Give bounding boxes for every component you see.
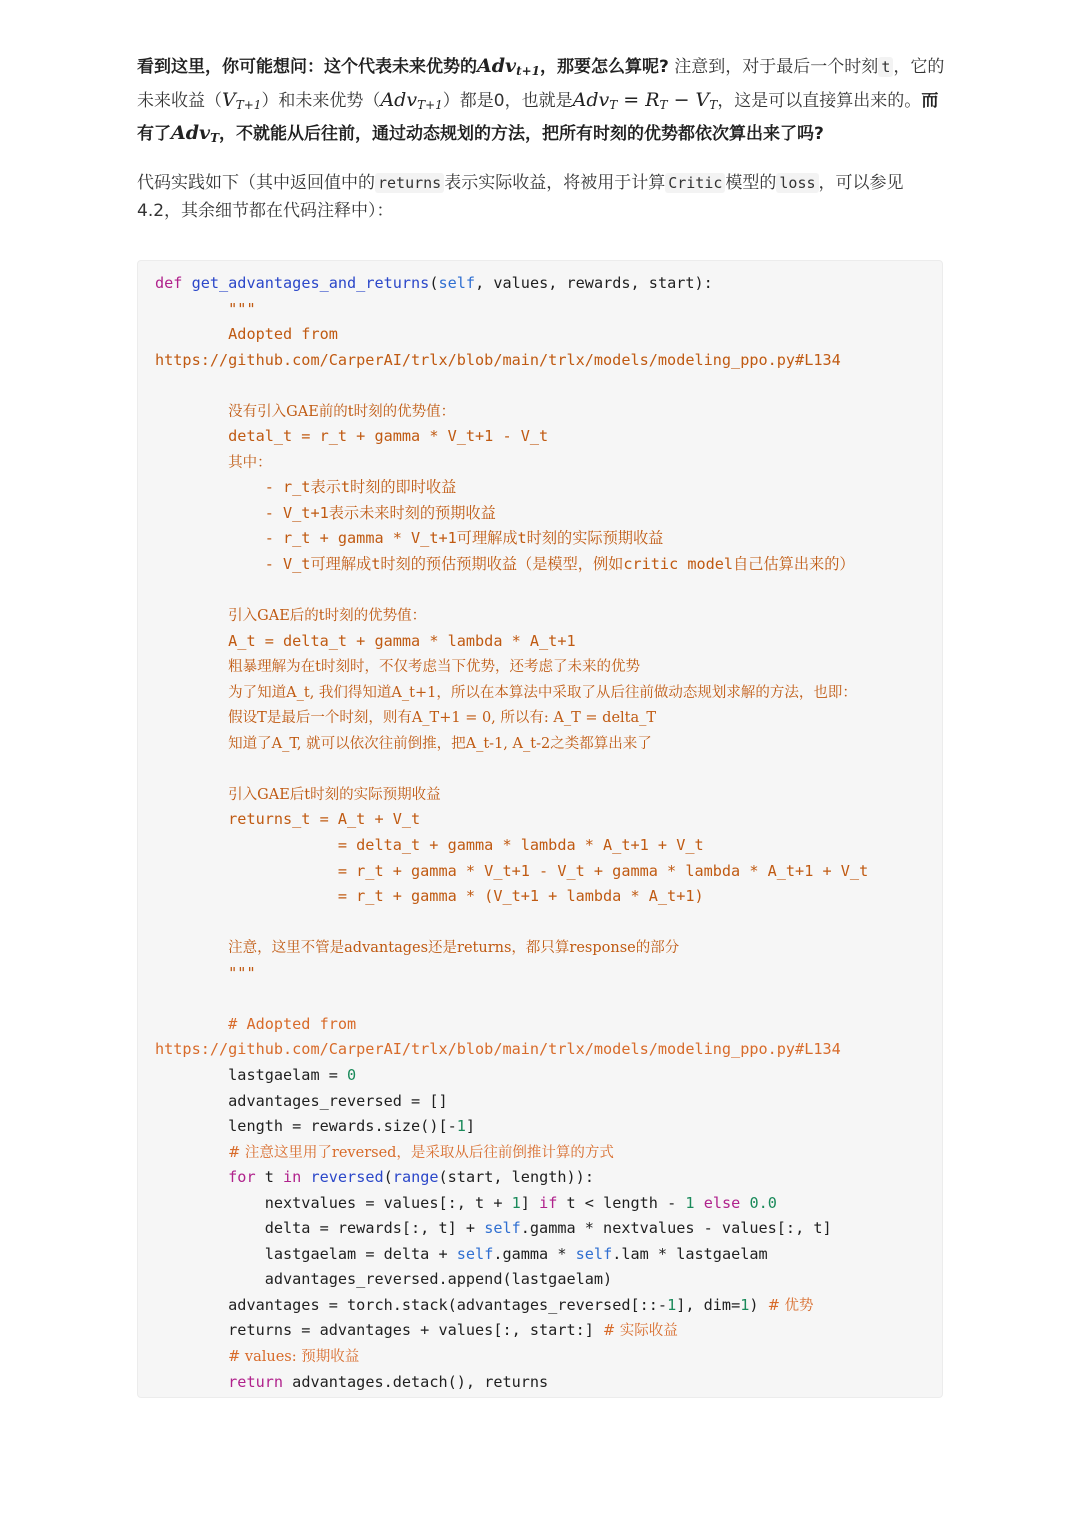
code-line: = delta_t + gamma * lambda * A_t+1 + V_t [337, 836, 704, 855]
math-adv-T: Adv$_T$ [171, 122, 220, 145]
code-line: 没有引入GAE前的t时刻的优势值： [228, 403, 456, 420]
code-line: returns = advantages + values[:, start:] # 实际收益 [228, 1321, 678, 1340]
code-line: - r_t表示t时刻的即时收益 [264, 478, 457, 497]
code-line [155, 910, 868, 936]
code-line: advantages_reversed.append(lastgaelam) [264, 1270, 613, 1289]
code-line: A_t = delta_t + gamma * lambda * A_t+1 [228, 631, 576, 650]
code-line: detal_t = r_t + gamma * V_t+1 - V_t [228, 427, 549, 446]
math-adv-t1: Adv$_{t+1}$ [477, 55, 541, 78]
code-line: return advantages.detach(), returns [228, 1372, 549, 1391]
code-line: - r_t + gamma * V_t+1可理解成t时刻的实际预期收益 [264, 529, 664, 548]
code-block[interactable] [137, 260, 943, 1398]
code-line: https://github.com/CarperAI/trlx/blob/main/trlx/models/modeling_ppo.py#L134 [155, 1040, 841, 1059]
code-line: nextvalues = values[:, t + 1] if t < length - 1 else 0.0 [264, 1193, 777, 1212]
code-line: - V_t可理解成t时刻的预估预期收益（是模型，例如critic model自己估算出来的） [264, 555, 855, 574]
inline-code-loss: loss [776, 173, 818, 193]
code-line: advantages_reversed = [] [228, 1091, 448, 1110]
intro-paragraph: 看到这里，你可能想问：这个代表未来优势的Adv$_{t+1}$，那要怎么算呢? 注意到，对于最后一个时刻 t ，它的未来收益$(V_{T+1})$和未来优势（Adv$_{T+1}$）都是0，也就是$Adv_T = R_T - V_T$，这是可以直接算出来的。而有了Adv$_T$，不就能从后往前，通过动态规划的方法，把所有时刻的优势都依次算出来了吗? [137, 55, 945, 145]
code-line: for t in reversed(range(start, length)): [228, 1168, 594, 1187]
code-line: """ [228, 963, 256, 982]
article-body [137, 52, 945, 226]
code-line [155, 373, 868, 399]
code-line: 知道了A_T, 就可以依次往前倒推，把A_t-1, A_t-2之类都算出来了 [228, 735, 652, 752]
code-line: returns_t = A_t + V_t [228, 810, 421, 829]
code-line: lastgaelam = delta + self.gamma * self.lam * lastgaelam [264, 1244, 768, 1263]
code-line: 为了知道A_t, 我们得知道A_t+1，所以在本算法中采取了从后往前做动态规划求解的方法，也即： [228, 684, 857, 701]
code-line: https://github.com/CarperAI/trlx/blob/main/trlx/models/modeling_ppo.py#L134 [155, 350, 841, 369]
inline-code-returns: returns [375, 173, 444, 193]
code-line: # 注意这里用了reversed，是采取从后往前倒推计算的方式 [228, 1144, 614, 1161]
code-line [155, 578, 868, 604]
code-line: = r_t + gamma * V_t+1 - V_t + gamma * lambda * A_t+1 + V_t [337, 861, 869, 880]
code-line: lastgaelam = 0 [228, 1065, 357, 1084]
code-line [155, 756, 868, 782]
code-line: # values: 预期收益 [228, 1348, 360, 1365]
practice-paragraph: 代码实践如下（其中返回值中的 returns 表示实际收益，将被用于计算 Critic 模型的 loss ，可以参见4.2，其余细节都在代码注释中）： [137, 172, 904, 221]
code-line: 引入GAE后t时刻的实际预期收益 [228, 786, 441, 803]
code-content [155, 271, 868, 1395]
inline-code-t: t [878, 57, 893, 77]
code-line [155, 986, 868, 1012]
math-adv-T1: Adv$_{T+1}$ [380, 88, 443, 112]
math-v-t1: $V_{T+1}$ [222, 88, 262, 112]
code-line: 假设T是最后一个时刻，则有A_T+1 = 0, 所以有: A_T = delta_T [228, 710, 657, 727]
intro-question: 看到这里，你可能想问：这个代表未来优势的Adv$_{t+1}$，那要怎么算呢? [137, 55, 669, 78]
math-adv-equation: $Adv_T = R_T - V_T$ [572, 88, 718, 112]
inline-code-critic: Critic [665, 173, 725, 193]
code-line: """ [228, 299, 256, 318]
code-line: 其中： [228, 454, 272, 471]
code-line: advantages = torch.stack(advantages_reversed[::-1], dim=1) # 优势 [228, 1295, 814, 1314]
code-line: 引入GAE后的t时刻的优势值： [228, 608, 427, 625]
code-line: # Adopted from [228, 1014, 357, 1033]
code-line: length = rewards.size()[-1] [228, 1117, 476, 1136]
intro-conclusion: 而有了Adv$_T$，不就能从后往前，通过动态规划的方法，把所有时刻的优势都依次算出来了吗? [137, 90, 939, 145]
code-line: 注意，这里不管是advantages还是returns，都只算response的部分 [228, 940, 680, 957]
code-line: delta = rewards[:, t] + self.gamma * nextvalues - values[:, t] [264, 1219, 832, 1238]
code-line: def get_advantages_and_returns(self, values, rewards, start): [155, 274, 713, 292]
code-line: Adopted from [228, 325, 338, 344]
code-line: = r_t + gamma * (V_t+1 + lambda * A_t+1) [337, 887, 704, 906]
code-line: - V_t+1表示未来时刻的预期收益 [264, 503, 496, 522]
code-line: 粗暴理解为在t时刻时，不仅考虑当下优势，还考虑了未来的优势 [228, 659, 640, 676]
